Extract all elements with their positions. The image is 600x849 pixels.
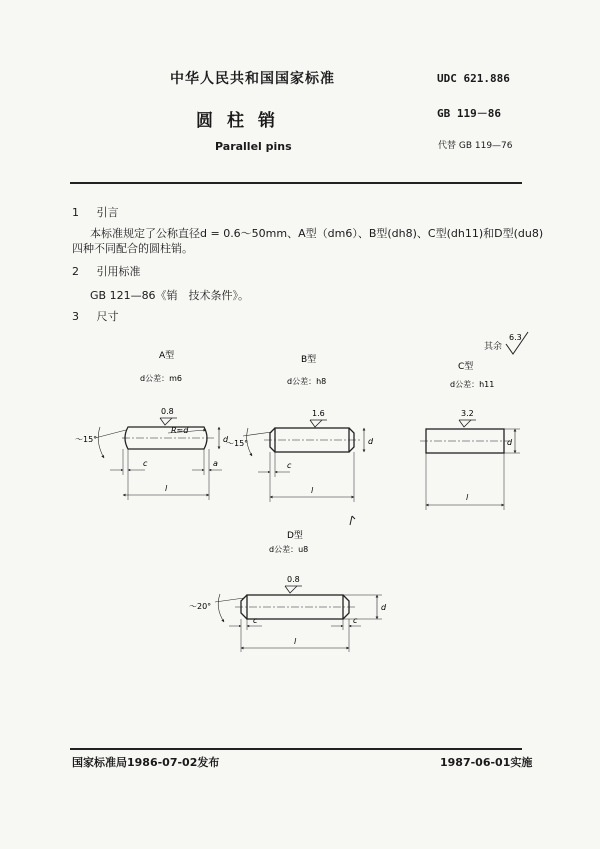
document-title-en: Parallel pins (215, 140, 292, 153)
reference-text: GB 121—86《销 技术条件》。 (90, 289, 250, 302)
drawing-type-b (226, 353, 374, 502)
type-a-radius: R≈d (171, 426, 189, 435)
roughness-note-label: 其余 (484, 342, 503, 352)
type-d-dim-c: c (253, 616, 258, 625)
issue-date: 国家标准局1986-07-02发布 (72, 756, 220, 769)
gb-code: GB 119－86 (437, 107, 501, 120)
type-c-dim-l: l (466, 493, 469, 502)
type-d-tolerance: d公差：u8 (269, 545, 309, 554)
type-a-tolerance: d公差：m6 (140, 374, 182, 383)
type-a-dim-c: c (143, 459, 148, 468)
type-a-dim-a: a (213, 459, 218, 468)
section-heading: 尺寸 (96, 310, 119, 323)
section-heading: 引用标准 (96, 265, 141, 278)
type-a-dim-l: l (165, 484, 168, 493)
type-b-label: B型 (301, 355, 317, 365)
footer-rule (70, 748, 522, 750)
udc-code: UDC 621.886 (437, 72, 510, 85)
type-c-dim-d: d (507, 438, 513, 447)
type-d-roughness: 0.8 (287, 575, 300, 584)
type-d-dim-d: d (381, 603, 387, 612)
type-a-dim-d: d (223, 435, 229, 444)
intro-line-2: 四种不同配合的圆柱销。 (72, 242, 193, 255)
type-b-tolerance: d公差：h8 (287, 377, 327, 386)
type-d-label: D型 (287, 531, 303, 541)
type-b-angle: ～15° (226, 439, 249, 448)
type-c-tolerance: d公差：h11 (450, 380, 495, 389)
replaces-note: 代替 GB 119—76 (438, 141, 513, 151)
type-d-dim-l: l (294, 637, 297, 646)
section-heading: 引言 (96, 206, 119, 219)
type-a-angle: ～15° (75, 435, 98, 444)
intro-line-1: 本标准规定了公称直径d = 0.6～50mm、A型（dm6）、B型(dh8)、C型(dh11)和D型(du8) (90, 227, 544, 240)
type-d-angle: ～20° (189, 602, 212, 611)
type-c-label: C型 (458, 362, 474, 372)
type-a-label: A型 (159, 351, 175, 361)
roughness-note-value: 6.3 (509, 333, 522, 342)
type-a-roughness: 0.8 (161, 407, 174, 416)
type-d-dim-c-right: c (353, 616, 358, 625)
section-number: 1 (72, 206, 79, 219)
effective-date: 1987-06-01实施 (440, 756, 533, 769)
drawing-type-a (75, 349, 229, 500)
drawing-type-d (189, 529, 387, 652)
standard-name: 中华人民共和国国家标准 (170, 71, 335, 87)
section-number: 2 (72, 265, 79, 278)
type-b-dim-l: l (311, 486, 314, 495)
section-number: 3 (72, 310, 79, 323)
type-b-roughness: 1.6 (312, 409, 325, 418)
document-title: 圆柱销 (196, 111, 289, 131)
type-b-dim-d: d (368, 437, 374, 446)
type-c-roughness: 3.2 (461, 409, 474, 418)
type-b-dim-c: c (287, 461, 292, 470)
drawing-type-c (420, 360, 520, 510)
